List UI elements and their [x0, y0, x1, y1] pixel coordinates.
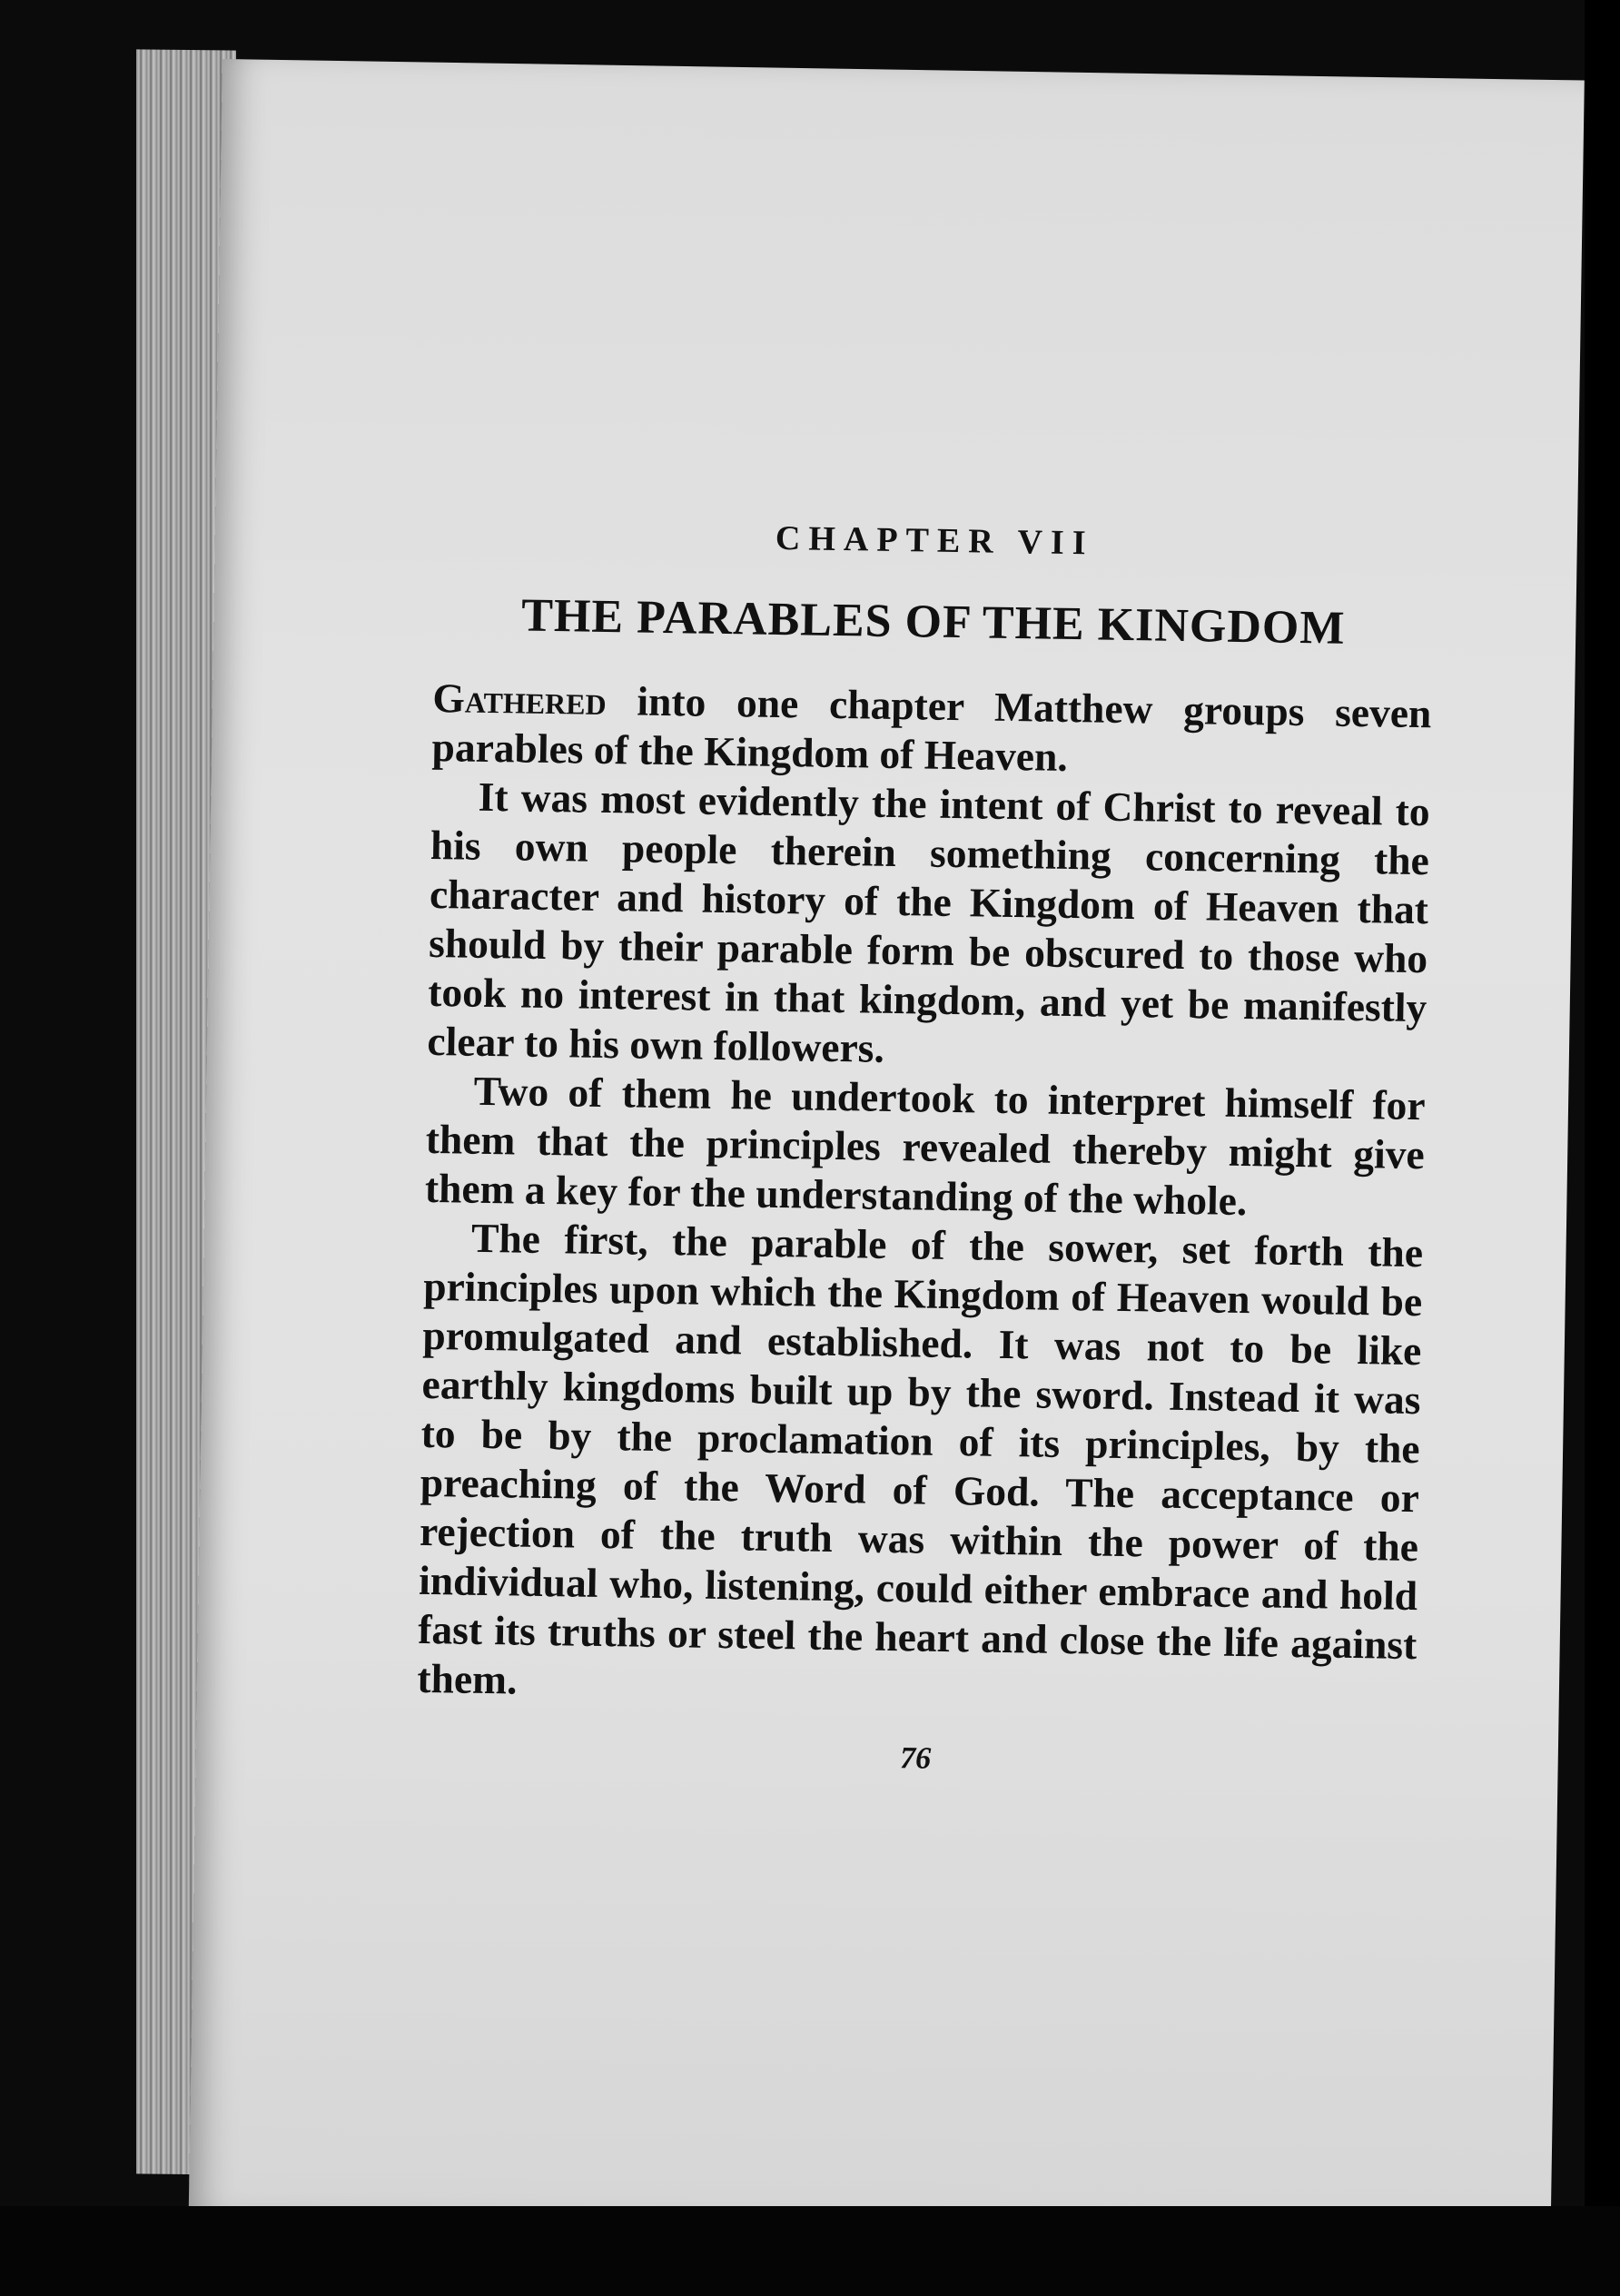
paragraph-1: [431, 674, 1432, 787]
paragraph-3: Two of them he undertook to interpret himself for them that the principles revealed thereby might give them a key for the understanding of the whole.: [424, 1067, 1426, 1225]
chapter-title: THE PARABLES OF THE KINGDOM: [520, 589, 1346, 655]
page-number: 76: [899, 1741, 932, 1776]
right-border-shadow: [1585, 0, 1620, 2296]
paragraph-4: The first, the parable of the sower, set forth the principles upon which the Kingdom of Heaven would be promulgated and established. It was not to be like earthly kingdoms built up by the sword. Instead it was to be by the proclamation of its principles, by the preaching of the Word of God. The acceptance or rejection of the truth was within the power of the individual who, listening, could either embrace and hold fast its truths or steel the heart and close the life against them.: [417, 1214, 1424, 1703]
bottom-border-shadow: [0, 2206, 1620, 2296]
page-text-block: [416, 495, 1435, 1784]
paragraph-2: It was most evidently the intent of Christ to reveal to his own people therein something concerning the character and history of the Kingdom of Heaven that should by their parable form be obscured to those who took no interest in that kingdom, and yet be manifestly clear to his own followers.: [427, 773, 1431, 1071]
chapter-label: CHAPTER VII: [775, 518, 1094, 563]
paragraph-1-lead-word: Gathered: [432, 674, 608, 724]
paragraph-1-text: into one chapter Matthew groups seven parables of the Kingdom of Heaven.: [431, 676, 1432, 780]
